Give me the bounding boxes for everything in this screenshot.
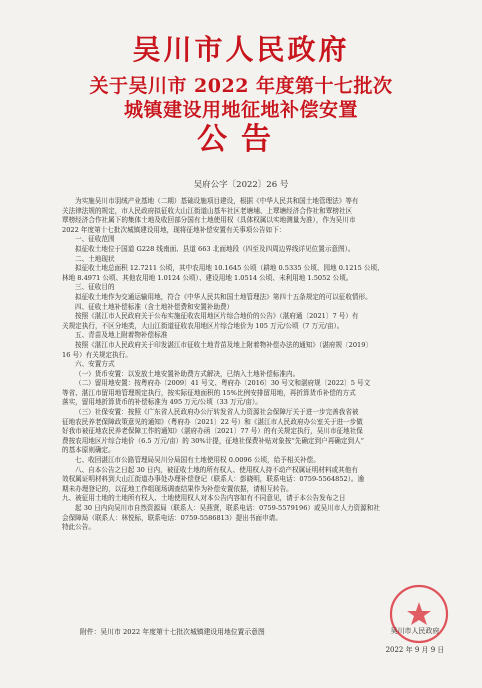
body-line: （二）留用地安置：按粤府办〔2009〕41 号文、粤府办〔2016〕30 号文和湛府规〔2022〕5 号文 [75, 379, 371, 388]
announcement-body [62, 197, 434, 533]
signature-organization: 吴川市人民政府 [390, 627, 440, 635]
body-line: 落实，留用地折算货币的补偿标准为 495 万元/公顷（33 万元/亩）。 [62, 398, 262, 407]
body-line: 九、被征用土地的土地所有权人、土地使用权人对本公告内容如有不同意见，请于本公告发布之日 [62, 494, 346, 503]
body-line: 林地 8.4971 公顷、其他农用地 1.0124 公顷）、建设用地 1.0514 公顷、未利用地 1.5052 公顷。 [62, 273, 353, 282]
body-line: 等省、湛江市留用地管理规定执行，按实际征地面积的 15%比例安排留用地，再折算货币补偿的方式 [62, 388, 356, 397]
attachment-note: 附件：吴川市 2022 年度第十七批次城镇建设用地位置示意图 [80, 628, 265, 636]
notice-title-line2: 城镇建设用地征地补偿安置 [123, 99, 358, 121]
body-line: 按照《湛江市人民政府关于印发湛江市征收土地青苗及地上附着物补偿办法的通知》（湛府规〔2019〕 [75, 340, 373, 349]
body-line: 的基本原则确定。 [62, 446, 115, 455]
body-line: （一）货币安置：以发放土地安置补助费方式解决，已纳入土地补偿标准内。 [75, 369, 300, 378]
body-line: 拟征收土地作为交通运输用地，符合《中华人民共和国土地管理法》第四十五条规定的可以征收情形。 [75, 292, 372, 301]
body-line: 为实施吴川市羽绒产业基地（二期）基础设施项目建设，根据《中华人民共和国土地管理法》等有 [75, 197, 359, 205]
body-line: 七、收回湛江市公路管理局吴川分局国有土地使用权 0.0096 公顷，给予相关补偿。 [75, 456, 320, 465]
body-line: 六、安置方式 [75, 360, 115, 369]
body-line: 拟征收土地总面积 12.7211 公顷，其中农用地 10.1645 公顷（耕地 0.5335 公顷、园地 0.1215 公顷、 [75, 264, 384, 273]
body-line: 关法律法规的规定，市人民政府拟征收大山江街道山基车社区老塘埔、上覃塘经济合作社和覃榜社区 [62, 206, 353, 215]
body-line: 四、征收土地补偿标准（含土地补偿费和安置补助费） [75, 302, 234, 311]
notice-heading: 公告 [197, 122, 285, 157]
body-line: 二、土地现状 [75, 254, 115, 263]
body-line: 按照《湛江市人民政府关于公布实施征收农用地区片综合地价的公告》（湛府通〔2021〕7 号）有 [75, 312, 359, 321]
signature-date: 2022 年 9 月 9 日 [385, 646, 445, 654]
body-line: 期未办理登记的，以征地工作组现场调查结果作为补偿安置依据，请相互转告。 [62, 484, 293, 493]
notice-title-line1: 关于吴川市 2022 年度第十七批次 [89, 75, 393, 97]
body-line: 好我市被征地农民养老保障工作的通知》（湛府办函〔2021〕77 号）的有关规定执行，吴川市征地社保 [62, 427, 363, 436]
body-line: 覃榜经济合作社属下的集体土地及收回部分国有土地使用权（具体权属以实地测量为准），作为吴川市 [62, 216, 356, 225]
body-line: （三）社保安置：按照《广东省人民政府办公厅转发省人力资源社会保障厅关于进一步完善我省被 [75, 408, 359, 417]
body-line: 一、征收范围 [75, 235, 115, 244]
body-line: 16 号）有关规定执行。 [62, 350, 132, 359]
body-line: 效权属证明材料到大山江街道办事处办理补偿登记（联系人：彭晓明，联系电话：0759-5564852）。逾 [62, 475, 365, 484]
body-line: 起 30 日内向吴川市自然资源局（联系人：吴燕贤，联系电话：0759-5579196）或吴川市人力资源和社 [75, 504, 380, 512]
body-line: 三、征收目的 [75, 283, 115, 292]
body-line: 五、青苗及地上附着物补偿标准 [75, 331, 168, 340]
body-line: 会保障局（联系人：林悦标，联系电话：0759-5586813）提出书面申请。 [62, 513, 282, 522]
body-line: 关规定执行，不区分地类，大山江街道征收农用地区片综合地价为 105 万元/公顷（7 万元/亩）。 [62, 321, 344, 330]
body-line: 特此公告。 [62, 523, 95, 532]
body-line: 拟征收土地位于国道 G228 线南面、县道 663 北面地段（四至及四周边界线详见位置示意图）。 [75, 244, 355, 253]
document-number: 吴府公字〔2022〕26 号 [193, 180, 289, 190]
issuer-title: 吴川市人民政府 [132, 33, 350, 66]
body-line: 2022 年度第十七批次城镇建设用地，现将征地补偿安置有关事项公告如下： [62, 225, 286, 234]
body-line: 费按农用地区片综合地价（6.5 万元/亩）的 30%计提，征地社保费补贴对象按“先确定到户再确定到人” [62, 436, 365, 445]
body-line: 八、自本公告之日起 30 日内，被征收土地的所有权人、使用权人持不动产权属证明材料或其他有 [75, 465, 358, 474]
body-line: 征地农民养老保障政策意见的通知》（粤府办〔2021〕22 号）和《湛江市人民政府办公室关于进一步做 [62, 417, 363, 426]
